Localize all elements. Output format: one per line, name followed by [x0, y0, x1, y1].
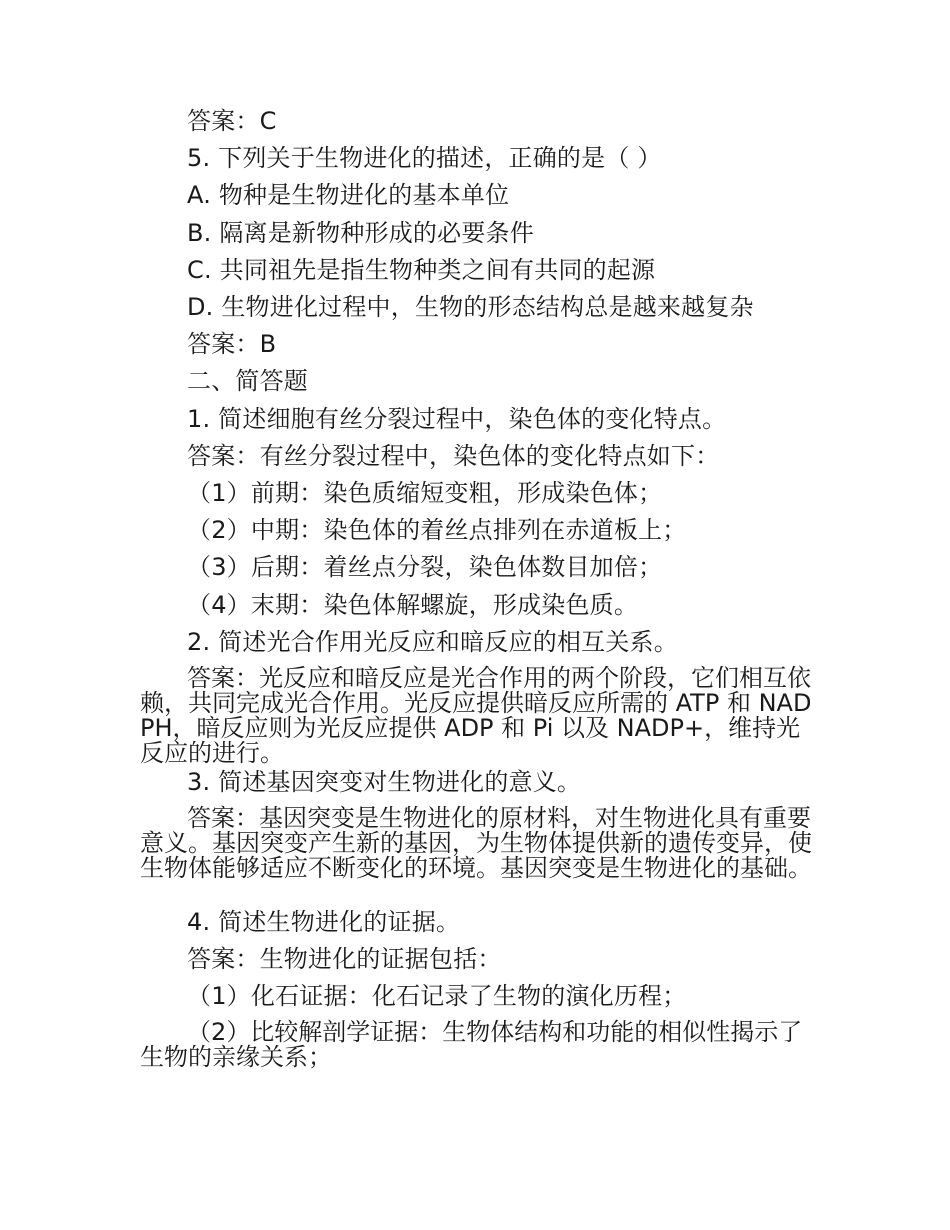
answer-item-2: （2）中期：染色体的着丝点排列在赤道板上；	[187, 516, 687, 544]
answer-paragraph-3: 答案：基因突变是生物进化的原材料，对生物进化具有重要意义。基因突变产生新的基因，为生物体提供新的遗传变异，使生物体能够适应不断变化的环境。基因突变是生物进化的基础。	[140, 804, 812, 882]
short-question-2: 2. 简述光合作用光反应和暗反应的相互关系。	[187, 628, 678, 656]
answer-item-3: （3）后期：着丝点分裂，染色体数目加倍；	[187, 553, 663, 581]
evidence-item-2: （2）比较解剖学证据：生物体结构和功能的相似性揭示了生物的亲缘关系；	[140, 1018, 803, 1071]
option-c: C. 共同祖先是指生物种类之间有共同的起源	[187, 256, 656, 284]
answer-item-1: （1）前期：染色质缩短变粗，形成染色体；	[187, 479, 663, 507]
answer-intro-4: 答案：生物进化的证据包括：	[187, 945, 502, 973]
option-a: A. 物种是生物进化的基本单位	[187, 181, 510, 209]
short-question-1: 1. 简述细胞有丝分裂过程中，染色体的变化特点。	[187, 405, 727, 433]
short-question-3: 3. 简述基因突变对生物进化的意义。	[187, 768, 582, 796]
answer-intro-1: 答案：有丝分裂过程中，染色体的变化特点如下：	[187, 442, 720, 470]
question-5: 5. 下列关于生物进化的描述，正确的是（ ）	[187, 144, 662, 172]
short-question-4: 4. 简述生物进化的证据。	[187, 908, 461, 936]
answer-paragraph-2: 答案：光反应和暗反应是光合作用的两个阶段，它们相互依赖，共同完成光合作用。光反应提供暗反应所需的 ATP 和 NADPH，暗反应则为光反应提供 ADP 和 Pi 以及 NADP+，维持光反应的进行。	[140, 664, 812, 767]
section-heading: 二、简答题	[187, 367, 308, 395]
answer-item-4: （4）末期：染色体解螺旋，形成染色质。	[187, 591, 639, 619]
evidence-item-1: （1）化石证据：化石记录了生物的演化历程；	[187, 982, 687, 1010]
option-b: B. 隔离是新物种形成的必要条件	[187, 219, 534, 247]
option-d: D. 生物进化过程中，生物的形态结构总是越来越复杂	[187, 293, 754, 321]
answer-q5: 答案：B	[187, 330, 277, 358]
answer-q4: 答案：C	[187, 107, 277, 135]
